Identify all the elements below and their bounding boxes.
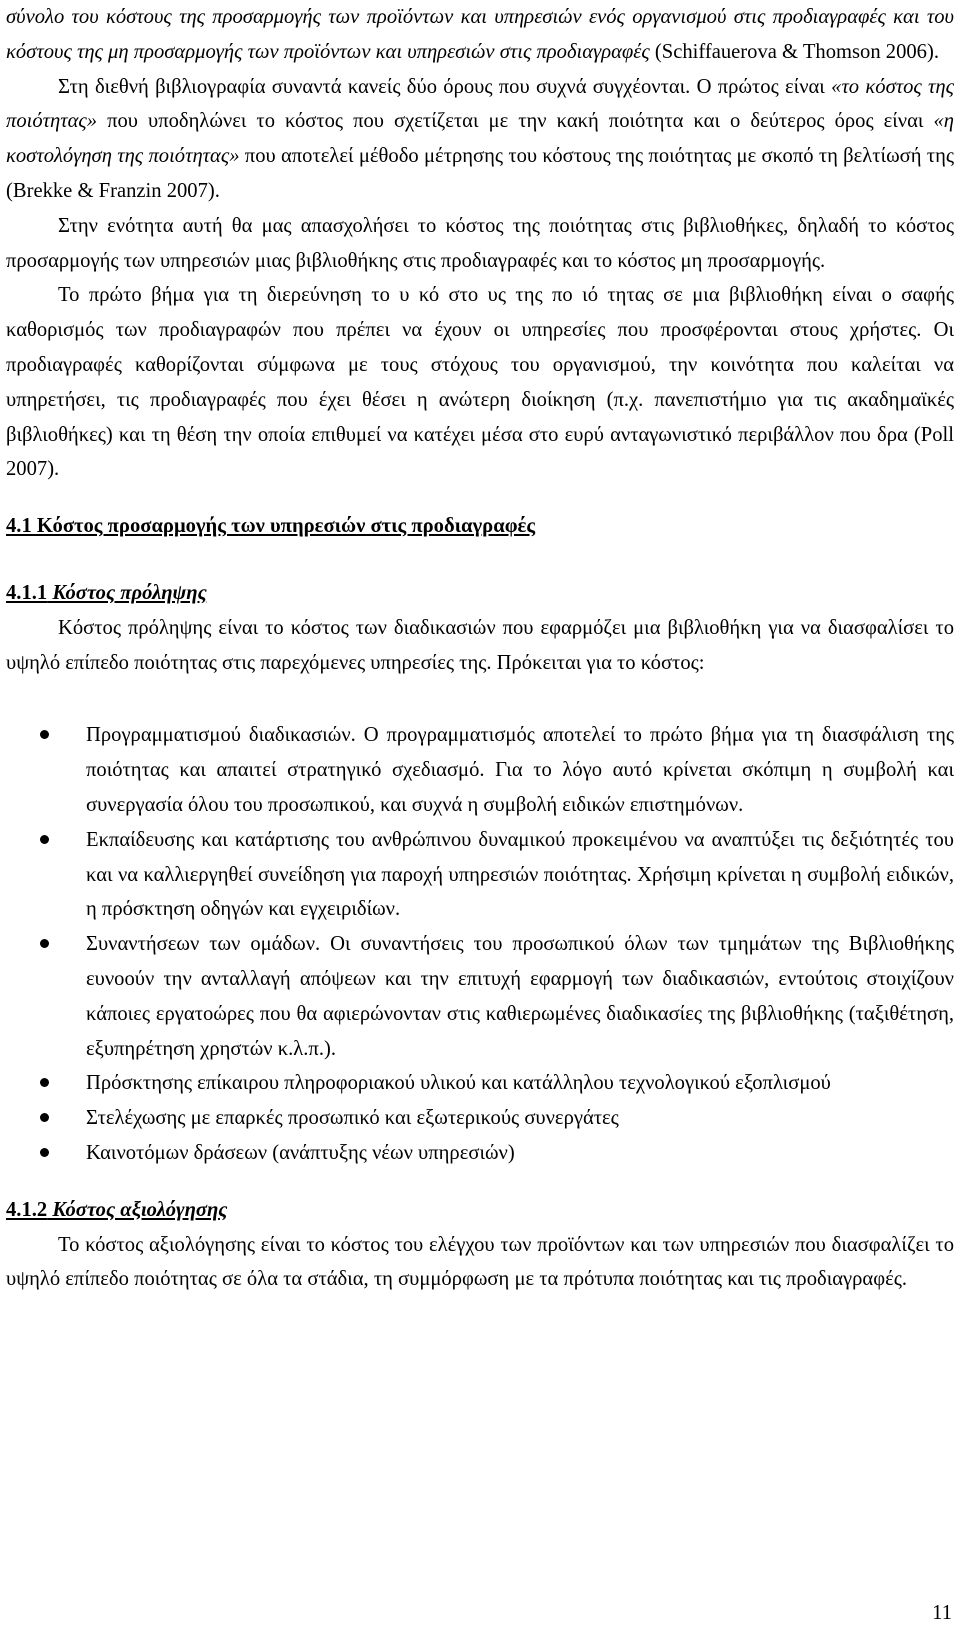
list-item: [6, 927, 954, 1066]
section-number: 4.1.1: [6, 581, 48, 604]
term-quality-costing: «η κοστολόγηση της ποιότητας»: [6, 110, 954, 168]
term-quality-cost: «το κόστος της ποιότητας»: [6, 75, 954, 133]
bullet-icon: [38, 927, 50, 962]
paragraph-continuation: [6, 0, 954, 70]
bullet-icon: [38, 1101, 50, 1136]
bullet-icon: [38, 823, 50, 858]
list-item: [6, 1066, 954, 1101]
italic-definition: σύνολο του κόστους της προσαρμογής των προϊόντων και υπηρεσιών ενός οργανισμού στις προδιαγραφές και του κόστους της μη προσαρμογής των προϊόντων και υπηρεσιών στις προδιαγραφές: [6, 6, 954, 63]
list-item-text: Καινοτόμων δράσεων (ανάπτυξης νέων υπηρεσιών): [86, 1141, 515, 1164]
section-heading-4-1: 4.1 Κόστος προσαρμογής των υπηρεσιών στις προδιαγραφές: [6, 515, 536, 538]
paragraph-section-scope: Στην ενότητα αυτή θα μας απασχολήσει το κόστος της ποιότητας στις βιβλιοθήκες, δηλαδή το κόστος προσαρμογής των υπηρεσιών μιας βιβλιοθήκης στις προδιαγραφές και το κόστος μη προσαρμογής.: [6, 214, 954, 272]
section-number: 4.1.2: [6, 1198, 48, 1221]
list-item-text: Συναντήσεων των ομάδων. Οι συναντήσεις του προσωπικού όλων των τμημάτων της Βιβλιοθήκης ευνοούν την ανταλλαγή απόψεων και την επιτυχή εφαρμογή των διαδικασιών, εντούτοις στοιχίζουν κάποιες εργατοώρες που θα αφιερώνονταν στις καθιερωμένες διαδικασίες της βιβλιοθήκης (ταξιθέτηση, εξυπηρέτηση χρηστών κ.λ.π.).: [86, 933, 954, 1060]
paragraph-text: που υποδηλώνει το κόστος που σχετίζεται με την κακή ποιότητα και ο δεύτερος όρος είναι: [97, 110, 934, 133]
document-page: [6, 0, 954, 1297]
page-number: 11: [932, 1602, 952, 1624]
list-item: [6, 823, 954, 927]
section-heading-4-1-1: [6, 576, 954, 611]
bullet-icon: [38, 1136, 50, 1171]
list-item: [6, 718, 954, 822]
citation-text: (Schiffauerova & Thomson 2006).: [649, 40, 939, 63]
list-item-text: Πρόσκτησης επίκαιρου πληροφοριακού υλικού και κατάλληλου τεχνολογικού εξοπλισμού: [86, 1072, 831, 1095]
paragraph-text: Στη διεθνή βιβλιογραφία συναντά κανείς δύο όρους που συχνά συγχέονται. Ο πρώτος είναι: [58, 75, 832, 98]
prevention-cost-intro: Κόστος πρόληψης είναι το κόστος των διαδικασιών που εφαρμόζει μια βιβλιοθήκη για να διασφαλίσει το υψηλό επίπεδο ποιότητας στις παρεχόμενες υπηρεσίες της. Πρόκειται για το κόστος:: [6, 616, 954, 674]
prevention-cost-list: [6, 718, 954, 1170]
list-item: [6, 1101, 954, 1136]
assessment-cost-text: Το κόστος αξιολόγησης είναι το κόστος του ελέγχου των προϊόντων και των υπηρεσιών που διασφαλίζει το υψηλό επίπεδο ποιότητας σε όλα τα στάδια, τη συμμόρφωση με τα πρότυπα ποιότητας και τις προδιαγραφές.: [6, 1233, 954, 1291]
list-item-text: Προγραμματισμού διαδικασιών. Ο προγραμματισμός αποτελεί το πρώτο βήμα για τη διασφάλιση της ποιότητας και απαιτεί στρατηγικό σχεδιασμό. Για το λόγο αυτό κρίνεται σκόπιμη η συμβολή και συνεργασία όλου του προσωπικού, και συχνά η συμβολή ειδικών επιστημόνων.: [86, 724, 954, 816]
section-title: Κόστος πρόληψης: [47, 581, 207, 604]
section-heading-4-1-2: [6, 1193, 954, 1228]
bullet-icon: [38, 1066, 50, 1101]
section-title: Κόστος αξιολόγησης: [47, 1198, 228, 1221]
list-item-text: Στελέχωσης με επαρκές προσωπικό και εξωτερικούς συνεργάτες: [86, 1107, 619, 1130]
list-item: [6, 1136, 954, 1171]
bullet-icon: [38, 718, 50, 753]
list-item-text: Εκπαίδευσης και κατάρτισης του ανθρώπινου δυναμικού προκειμένου να αναπτύξει τις δεξιότητές του και να καλλιεργηθεί συνείδηση για παροχή υπηρεσιών ποιότητας. Χρήσιμη κρίνεται η συμβολή ειδικών, η πρόσκτηση οδηγών και εγχειριδίων.: [86, 828, 954, 921]
paragraph-text: που αποτελεί μέθοδο μέτρησης του κόστους της ποιότητας με σκοπό τη βελτίωσή της (Brekke & Franzin 2007).: [6, 145, 955, 202]
paragraph-terms: [6, 70, 954, 209]
paragraph-first-step: Το πρώτο βήμα για τη διερεύνηση το υ κό στο υς της πο ιό τητας σε μια βιβλιοθήκη είναι ο σαφής καθορισμός των προδιαγραφών που πρέπει να έχουν οι υπηρεσίες που προσφέρονται στους χρήστες. Οι προδιαγραφές καθορίζονται σύμφωνα με τους στόχους του οργανισμού, την κοινότητα που καλείται να υπηρετήσει, τις προδιαγραφές που έχει θέσει η ανώτερη διοίκηση (π.χ. πανεπιστήμιο για τις ακαδημαϊκές βιβλιοθήκες) και τη θέση την οποία επιθυμεί να κατέχει μέσα στο ευρύ ανταγωνιστικό περιβάλλον που δρα (Poll 2007).: [6, 284, 954, 481]
